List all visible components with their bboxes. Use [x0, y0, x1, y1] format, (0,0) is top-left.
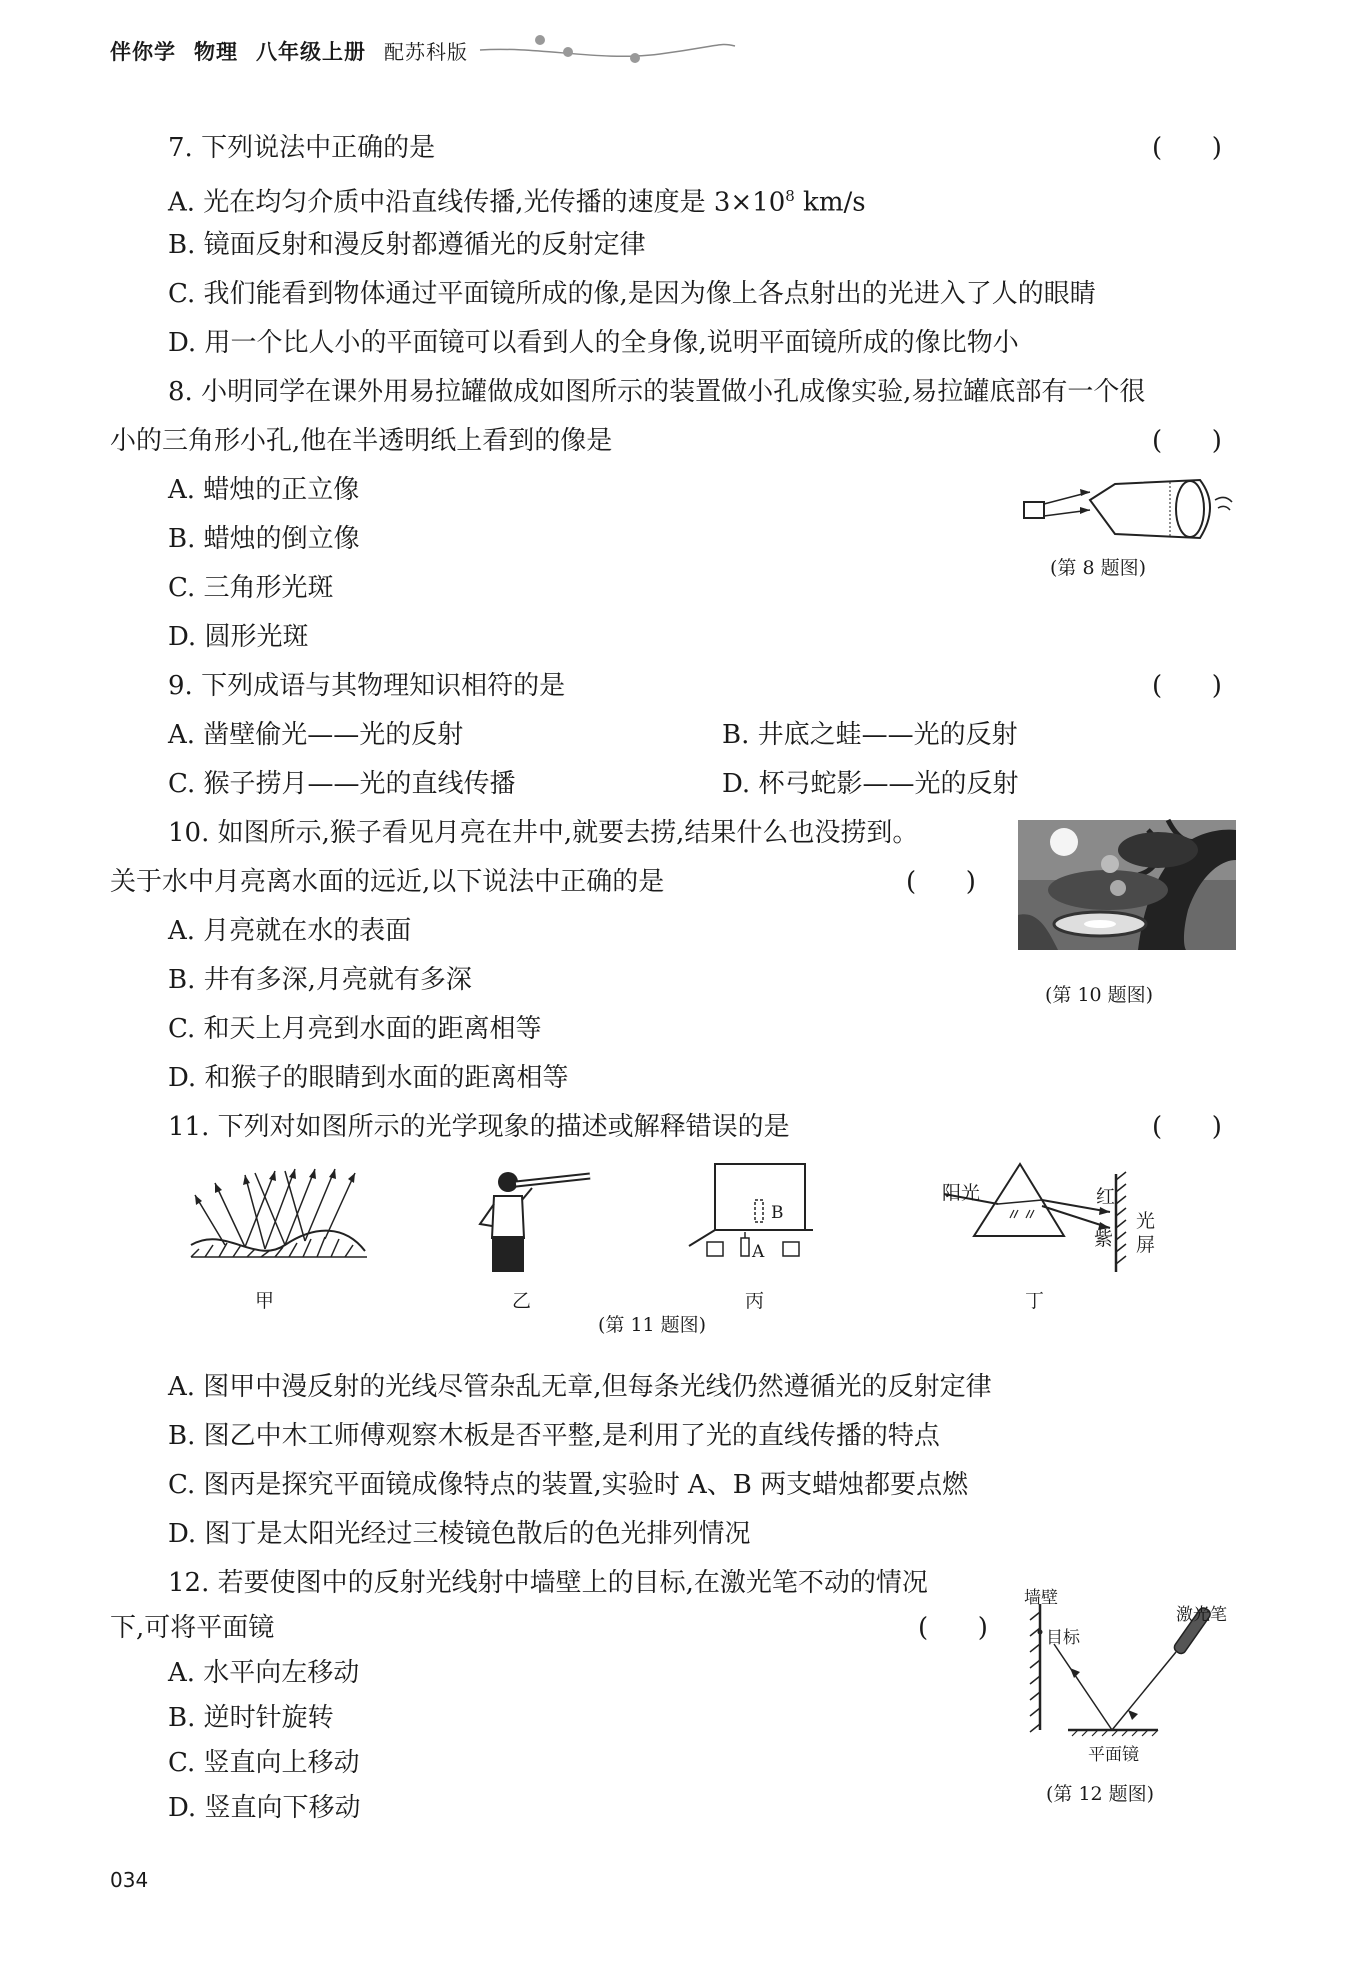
q9-option-b: B. 井底之蛙——光的反射: [722, 720, 1018, 750]
header-edition: 配苏科版: [384, 40, 468, 64]
header-book: 伴你学: [110, 40, 176, 64]
q10-figure-caption: (第 10 题图): [1045, 984, 1154, 1006]
q7-answer-paren: ( ): [1152, 133, 1222, 163]
q11-label-bing: 丙: [745, 1290, 765, 1312]
q10-option-a: A. 月亮就在水的表面: [168, 916, 412, 946]
q8-stem-line1: 8. 小明同学在课外用易拉罐做成如图所示的装置做小孔成像实验,易拉罐底部有一个很: [168, 377, 1146, 407]
q8-option-b: B. 蜡烛的倒立像: [168, 524, 360, 554]
q12-label-plane-mirror: 平面镜: [1088, 1745, 1139, 1765]
q11-figure-caption: (第 11 题图): [598, 1314, 707, 1336]
q12-figure-caption: (第 12 题图): [1046, 1783, 1155, 1805]
q12-label-laser-pen: 激光笔: [1176, 1605, 1227, 1625]
page-number: 034: [110, 1868, 149, 1892]
q7-option-a-unit: km/s: [794, 187, 866, 218]
q11-label-ding: 丁: [1025, 1290, 1045, 1312]
q11-figure-bing-plane-mirror-setup: [685, 1160, 820, 1280]
q7-stem: 7. 下列说法中正确的是: [168, 133, 436, 163]
q11-ding-label-screen2: 屏: [1136, 1234, 1156, 1256]
q10-option-c: C. 和天上月亮到水面的距离相等: [168, 1014, 542, 1044]
q11-label-yi: 乙: [512, 1290, 532, 1312]
q8-option-a: A. 蜡烛的正立像: [168, 475, 360, 505]
q9-answer-paren: ( ): [1152, 671, 1222, 701]
q10-answer-paren: ( ): [906, 867, 976, 897]
q11-option-c: C. 图丙是探究平面镜成像特点的装置,实验时 A、B 两支蜡烛都要点燃: [168, 1470, 969, 1500]
q12-option-a: A. 水平向左移动: [168, 1658, 360, 1688]
q9-option-d: D. 杯弓蛇影——光的反射: [722, 769, 1019, 799]
q11-label-jia: 甲: [255, 1290, 275, 1312]
q11-option-b: B. 图乙中木工师傅观察木板是否平整,是利用了光的直线传播的特点: [168, 1421, 940, 1451]
q12-label-target: 目标: [1046, 1628, 1080, 1648]
q12-option-d: D. 竖直向下移动: [168, 1793, 361, 1823]
q11-ding-label-purple: 紫: [1094, 1228, 1114, 1250]
q8-option-d: D. 圆形光斑: [168, 622, 309, 652]
q8-answer-paren: ( ): [1152, 426, 1222, 456]
q8-pinhole-figure: [1020, 470, 1240, 550]
q12-label-wall: 墙壁: [1024, 1588, 1058, 1608]
q12-answer-paren: ( ): [918, 1613, 988, 1643]
header-subject: 物理: [194, 40, 238, 64]
q10-option-b: B. 井有多深,月亮就有多深: [168, 965, 472, 995]
q11-figure-jia-diffuse-reflection: [185, 1165, 375, 1275]
q11-bing-label-B: B: [771, 1203, 784, 1223]
q7-option-c: C. 我们能看到物体通过平面镜所成的像,是因为像上各点射出的光进入了人的眼睛: [168, 279, 1096, 309]
q11-option-d: D. 图丁是太阳光经过三棱镜色散后的色光排列情况: [168, 1519, 751, 1549]
q9-option-a: A. 凿壁偷光——光的反射: [168, 720, 464, 750]
q7-option-a-exponent: 8: [785, 187, 795, 205]
q11-bing-label-A: A: [752, 1242, 765, 1262]
header-grade: 八年级上册: [256, 40, 366, 64]
q12-stem-line2: 下,可将平面镜: [110, 1613, 275, 1643]
q10-stem-line1: 10. 如图所示,猴子看见月亮在井中,就要去捞,结果什么也没捞到。: [168, 818, 919, 848]
q8-figure-caption: (第 8 题图): [1050, 557, 1146, 579]
q8-stem-line2: 小的三角形小孔,他在半透明纸上看到的像是: [110, 426, 613, 456]
q12-option-c: C. 竖直向上移动: [168, 1748, 360, 1778]
header-wave-decoration: [480, 28, 740, 68]
q9-option-c: C. 猴子捞月——光的直线传播: [168, 769, 516, 799]
q11-ding-label-red: 红: [1096, 1186, 1116, 1208]
q10-monkey-well-picture: [1018, 820, 1236, 950]
q7-option-b: B. 镜面反射和漫反射都遵循光的反射定律: [168, 230, 646, 260]
q7-option-a: [168, 180, 866, 219]
q12-stem-line1: 12. 若要使图中的反射光线射中墙壁上的目标,在激光笔不动的情况: [168, 1568, 928, 1598]
q9-stem: 9. 下列成语与其物理知识相符的是: [168, 671, 566, 701]
q11-option-a: A. 图甲中漫反射的光线尽管杂乱无章,但每条光线仍然遵循光的反射定律: [168, 1372, 992, 1402]
q8-option-c: C. 三角形光斑: [168, 573, 334, 603]
q10-stem-line2: 关于水中月亮离水面的远近,以下说法中正确的是: [110, 867, 665, 897]
q11-figure-yi-carpenter: [470, 1168, 600, 1283]
running-header: [110, 36, 486, 66]
q11-answer-paren: ( ): [1152, 1112, 1222, 1142]
q7-option-a-text: A. 光在均匀介质中沿直线传播,光传播的速度是 3×10: [168, 187, 786, 218]
q7-option-d: D. 用一个比人小的平面镜可以看到人的全身像,说明平面镜所成的像比物小: [168, 328, 1019, 358]
q11-ding-label-screen1: 光: [1136, 1210, 1156, 1232]
q10-option-d: D. 和猴子的眼睛到水面的距离相等: [168, 1063, 569, 1093]
q11-stem: 11. 下列对如图所示的光学现象的描述或解释错误的是: [168, 1112, 790, 1142]
q11-ding-label-sunlight: 阳光: [942, 1182, 981, 1204]
q12-option-b: B. 逆时针旋转: [168, 1703, 334, 1733]
